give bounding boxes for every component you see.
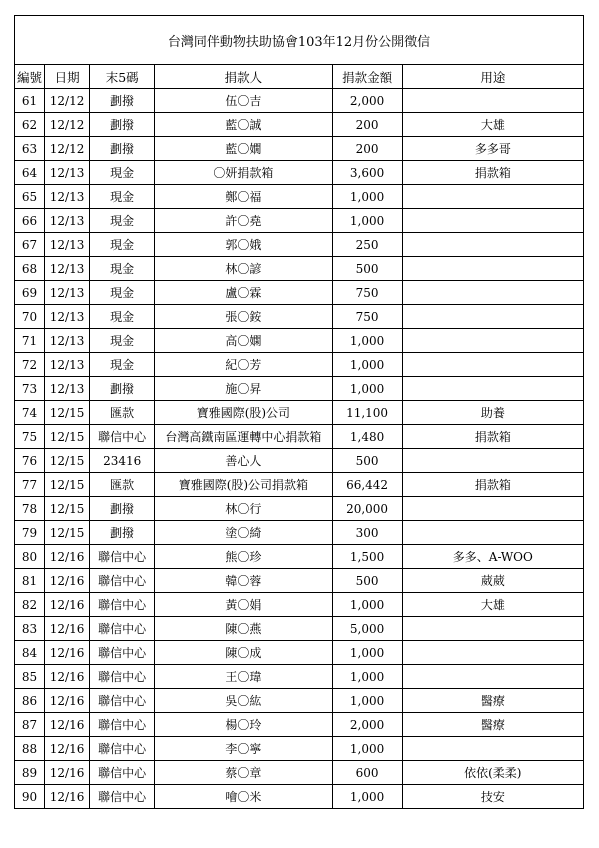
cell-donor: 韓〇蓉 <box>155 569 332 593</box>
cell-date: 12/13 <box>45 281 90 305</box>
table-row <box>15 257 584 281</box>
cell-purpose <box>402 617 583 641</box>
cell-amount: 1,480 <box>332 425 402 449</box>
cell-number: 90 <box>15 785 45 809</box>
cell-purpose <box>402 377 583 401</box>
cell-amount: 1,000 <box>332 641 402 665</box>
cell-number: 81 <box>15 569 45 593</box>
cell-number: 89 <box>15 761 45 785</box>
cell-last5: 現金 <box>90 233 155 257</box>
table-row <box>15 617 584 641</box>
cell-purpose <box>402 233 583 257</box>
cell-date: 12/15 <box>45 521 90 545</box>
cell-number: 87 <box>15 713 45 737</box>
cell-number: 76 <box>15 449 45 473</box>
cell-donor: 盧〇霖 <box>155 281 332 305</box>
cell-donor: 熊〇珍 <box>155 545 332 569</box>
table-row <box>15 353 584 377</box>
cell-amount: 1,000 <box>332 785 402 809</box>
cell-donor: 施〇昇 <box>155 377 332 401</box>
cell-last5: 劃撥 <box>90 497 155 521</box>
cell-purpose: 葳葳 <box>402 569 583 593</box>
cell-number: 66 <box>15 209 45 233</box>
cell-purpose: 大雄 <box>402 113 583 137</box>
cell-amount: 200 <box>332 137 402 161</box>
table-row <box>15 233 584 257</box>
cell-date: 12/16 <box>45 569 90 593</box>
cell-purpose: 助養 <box>402 401 583 425</box>
cell-number: 80 <box>15 545 45 569</box>
table-row <box>15 737 584 761</box>
cell-amount: 250 <box>332 233 402 257</box>
cell-number: 72 <box>15 353 45 377</box>
table-row <box>15 209 584 233</box>
header-number: 編號 <box>15 65 45 89</box>
cell-last5: 聯信中心 <box>90 785 155 809</box>
table-row <box>15 689 584 713</box>
cell-amount: 300 <box>332 521 402 545</box>
cell-donor: 蔡〇章 <box>155 761 332 785</box>
cell-purpose <box>402 281 583 305</box>
cell-date: 12/13 <box>45 329 90 353</box>
table-row <box>15 161 584 185</box>
cell-date: 12/15 <box>45 449 90 473</box>
cell-donor: 郭〇娥 <box>155 233 332 257</box>
cell-date: 12/13 <box>45 353 90 377</box>
cell-last5: 現金 <box>90 185 155 209</box>
cell-number: 77 <box>15 473 45 497</box>
cell-date: 12/12 <box>45 113 90 137</box>
table-row <box>15 665 584 689</box>
cell-last5: 現金 <box>90 257 155 281</box>
header-purpose: 用途 <box>402 65 583 89</box>
table-row <box>15 521 584 545</box>
cell-donor: 台灣高鐵南區運轉中心捐款箱 <box>155 425 332 449</box>
cell-donor: 藍〇嫺 <box>155 137 332 161</box>
cell-purpose: 依依(柔柔) <box>402 761 583 785</box>
table-row <box>15 785 584 809</box>
cell-last5: 現金 <box>90 161 155 185</box>
header-date: 日期 <box>45 65 90 89</box>
sheet-title <box>14 15 584 64</box>
cell-number: 83 <box>15 617 45 641</box>
cell-last5: 劃撥 <box>90 89 155 113</box>
cell-last5: 聯信中心 <box>90 545 155 569</box>
cell-donor: 高〇嫻 <box>155 329 332 353</box>
cell-donor: 〇妍捐款箱 <box>155 161 332 185</box>
cell-date: 12/15 <box>45 497 90 521</box>
cell-date: 12/16 <box>45 665 90 689</box>
cell-amount: 1,000 <box>332 329 402 353</box>
cell-last5: 聯信中心 <box>90 593 155 617</box>
cell-donor: 藍〇誠 <box>155 113 332 137</box>
cell-date: 12/15 <box>45 473 90 497</box>
table-row <box>15 401 584 425</box>
table-row <box>15 641 584 665</box>
cell-number: 62 <box>15 113 45 137</box>
cell-last5: 劃撥 <box>90 377 155 401</box>
cell-donor: 陳〇成 <box>155 641 332 665</box>
cell-amount: 66,442 <box>332 473 402 497</box>
cell-donor: 許〇堯 <box>155 209 332 233</box>
cell-number: 70 <box>15 305 45 329</box>
cell-date: 12/16 <box>45 785 90 809</box>
cell-amount: 11,100 <box>332 401 402 425</box>
cell-purpose <box>402 665 583 689</box>
cell-last5: 聯信中心 <box>90 569 155 593</box>
cell-amount: 500 <box>332 449 402 473</box>
cell-date: 12/13 <box>45 185 90 209</box>
table-row <box>15 185 584 209</box>
cell-donor: 伍〇吉 <box>155 89 332 113</box>
cell-date: 12/13 <box>45 161 90 185</box>
cell-purpose: 醫療 <box>402 689 583 713</box>
table-row <box>15 305 584 329</box>
cell-amount: 1,000 <box>332 737 402 761</box>
cell-number: 64 <box>15 161 45 185</box>
cell-last5: 劃撥 <box>90 137 155 161</box>
cell-amount: 750 <box>332 281 402 305</box>
table-row <box>15 281 584 305</box>
table-row <box>15 569 584 593</box>
table-row <box>15 593 584 617</box>
cell-date: 12/16 <box>45 713 90 737</box>
cell-donor: 張〇銨 <box>155 305 332 329</box>
cell-number: 65 <box>15 185 45 209</box>
header-amount: 捐款金額 <box>332 65 402 89</box>
cell-number: 85 <box>15 665 45 689</box>
cell-last5: 現金 <box>90 353 155 377</box>
cell-purpose <box>402 305 583 329</box>
cell-purpose <box>402 257 583 281</box>
cell-number: 82 <box>15 593 45 617</box>
table-row <box>15 425 584 449</box>
cell-number: 75 <box>15 425 45 449</box>
table-row <box>15 761 584 785</box>
cell-number: 84 <box>15 641 45 665</box>
table-row <box>15 377 584 401</box>
cell-amount: 1,000 <box>332 665 402 689</box>
cell-purpose <box>402 185 583 209</box>
cell-amount: 600 <box>332 761 402 785</box>
cell-date: 12/13 <box>45 305 90 329</box>
cell-number: 74 <box>15 401 45 425</box>
table-row <box>15 545 584 569</box>
cell-date: 12/16 <box>45 737 90 761</box>
cell-last5: 聯信中心 <box>90 689 155 713</box>
cell-purpose <box>402 353 583 377</box>
cell-amount: 1,000 <box>332 209 402 233</box>
table-row <box>15 473 584 497</box>
cell-amount: 20,000 <box>332 497 402 521</box>
table-row <box>15 329 584 353</box>
cell-purpose <box>402 329 583 353</box>
cell-donor: 林〇行 <box>155 497 332 521</box>
cell-date: 12/16 <box>45 545 90 569</box>
cell-purpose: 大雄 <box>402 593 583 617</box>
cell-donor: 鄭〇福 <box>155 185 332 209</box>
cell-date: 12/15 <box>45 425 90 449</box>
cell-amount: 1,500 <box>332 545 402 569</box>
cell-purpose <box>402 497 583 521</box>
header-row <box>15 65 584 89</box>
cell-number: 86 <box>15 689 45 713</box>
cell-purpose: 多多、A-WOO <box>402 545 583 569</box>
cell-amount: 200 <box>332 113 402 137</box>
table-row <box>15 497 584 521</box>
cell-number: 88 <box>15 737 45 761</box>
cell-last5: 23416 <box>90 449 155 473</box>
cell-amount: 5,000 <box>332 617 402 641</box>
cell-amount: 2,000 <box>332 89 402 113</box>
cell-number: 68 <box>15 257 45 281</box>
cell-purpose: 捐款箱 <box>402 161 583 185</box>
cell-purpose <box>402 89 583 113</box>
cell-amount: 3,600 <box>332 161 402 185</box>
donation-table <box>14 64 584 809</box>
cell-number: 67 <box>15 233 45 257</box>
cell-date: 12/12 <box>45 137 90 161</box>
cell-last5: 聯信中心 <box>90 761 155 785</box>
cell-last5: 現金 <box>90 209 155 233</box>
cell-last5: 聯信中心 <box>90 665 155 689</box>
cell-amount: 1,000 <box>332 353 402 377</box>
cell-amount: 1,000 <box>332 593 402 617</box>
cell-number: 61 <box>15 89 45 113</box>
cell-amount: 2,000 <box>332 713 402 737</box>
cell-purpose: 捐款箱 <box>402 473 583 497</box>
cell-number: 63 <box>15 137 45 161</box>
cell-donor: 黃〇娟 <box>155 593 332 617</box>
cell-amount: 1,000 <box>332 377 402 401</box>
cell-donor: 寶雅國際(股)公司捐款箱 <box>155 473 332 497</box>
cell-purpose: 技安 <box>402 785 583 809</box>
cell-date: 12/16 <box>45 617 90 641</box>
cell-purpose <box>402 521 583 545</box>
cell-date: 12/13 <box>45 209 90 233</box>
cell-purpose <box>402 737 583 761</box>
cell-donor: 吳〇紘 <box>155 689 332 713</box>
cell-date: 12/13 <box>45 233 90 257</box>
cell-donor: 楊〇玲 <box>155 713 332 737</box>
cell-date: 12/16 <box>45 689 90 713</box>
header-last5: 末5碼 <box>90 65 155 89</box>
cell-last5: 聯信中心 <box>90 617 155 641</box>
cell-purpose <box>402 449 583 473</box>
cell-donor: 李〇寧 <box>155 737 332 761</box>
cell-number: 71 <box>15 329 45 353</box>
cell-date: 12/16 <box>45 641 90 665</box>
cell-last5: 匯款 <box>90 401 155 425</box>
cell-donor: 林〇諺 <box>155 257 332 281</box>
cell-last5: 聯信中心 <box>90 641 155 665</box>
cell-date: 12/13 <box>45 257 90 281</box>
cell-amount: 1,000 <box>332 689 402 713</box>
cell-donor: 王〇瑋 <box>155 665 332 689</box>
cell-last5: 現金 <box>90 305 155 329</box>
table-row <box>15 89 584 113</box>
cell-amount: 1,000 <box>332 185 402 209</box>
cell-number: 73 <box>15 377 45 401</box>
table-row <box>15 113 584 137</box>
table-row <box>15 713 584 737</box>
header-donor: 捐款人 <box>155 65 332 89</box>
cell-donor: 紀〇芳 <box>155 353 332 377</box>
cell-last5: 劃撥 <box>90 113 155 137</box>
cell-last5: 聯信中心 <box>90 713 155 737</box>
sheet-title-text: 台灣同伴動物扶助協會103年12月份公開徵信 <box>167 34 431 50</box>
cell-purpose: 醫療 <box>402 713 583 737</box>
cell-donor: 噲〇米 <box>155 785 332 809</box>
cell-date: 12/16 <box>45 593 90 617</box>
cell-number: 78 <box>15 497 45 521</box>
cell-last5: 匯款 <box>90 473 155 497</box>
cell-amount: 500 <box>332 257 402 281</box>
cell-date: 12/12 <box>45 89 90 113</box>
cell-amount: 500 <box>332 569 402 593</box>
cell-purpose <box>402 209 583 233</box>
cell-purpose: 捐款箱 <box>402 425 583 449</box>
cell-date: 12/13 <box>45 377 90 401</box>
cell-number: 69 <box>15 281 45 305</box>
donation-sheet <box>14 15 584 809</box>
cell-last5: 現金 <box>90 329 155 353</box>
cell-number: 79 <box>15 521 45 545</box>
cell-date: 12/15 <box>45 401 90 425</box>
cell-donor: 陳〇燕 <box>155 617 332 641</box>
table-row <box>15 137 584 161</box>
cell-purpose <box>402 641 583 665</box>
cell-donor: 寶雅國際(股)公司 <box>155 401 332 425</box>
cell-donor: 塗〇綺 <box>155 521 332 545</box>
table-row <box>15 449 584 473</box>
cell-amount: 750 <box>332 305 402 329</box>
cell-last5: 聯信中心 <box>90 737 155 761</box>
cell-last5: 現金 <box>90 281 155 305</box>
cell-last5: 劃撥 <box>90 521 155 545</box>
cell-last5: 聯信中心 <box>90 425 155 449</box>
cell-date: 12/16 <box>45 761 90 785</box>
cell-purpose: 多多哥 <box>402 137 583 161</box>
cell-donor: 善心人 <box>155 449 332 473</box>
